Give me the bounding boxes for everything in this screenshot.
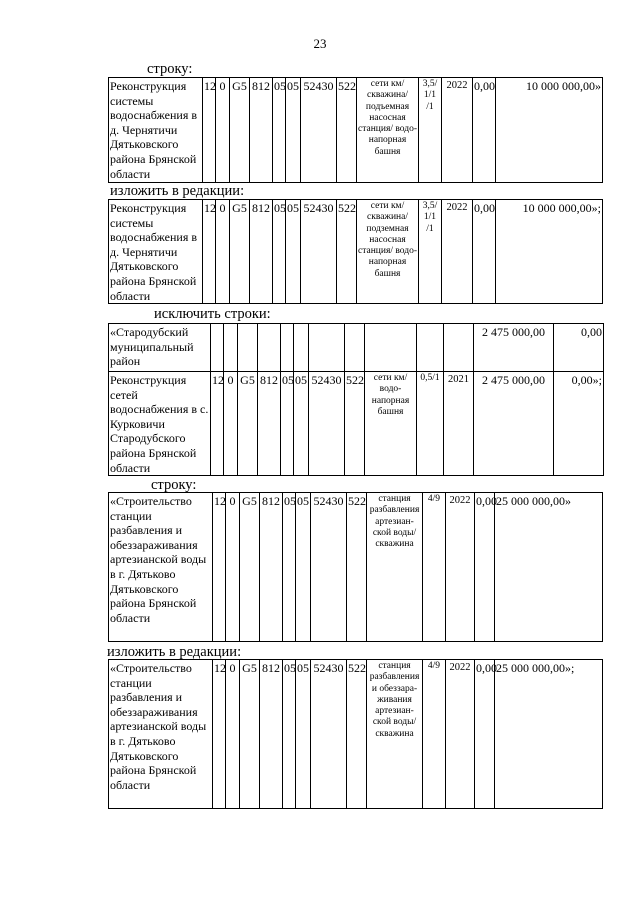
cell-empty [294,324,309,372]
table-row [109,324,604,372]
cell-amount: 0,00 [475,660,495,809]
cell-code: 522 [347,660,367,809]
cell-empty [258,324,281,372]
table-new-row-2 [108,659,603,809]
cell-code: 522 [345,372,365,476]
cell-code: 52430 [311,660,347,809]
cell-code: 0 [226,660,240,809]
cell-quantity: 3,5/ 1/1 /1 [419,78,442,183]
table-new-row-1 [108,199,603,304]
cell-amount: 10 000 000,00»; [496,200,603,304]
cell-code: 812 [260,493,283,642]
cell-amount: 25 000 000,00» [495,493,603,642]
cell-code: 522 [347,493,367,642]
cell-code: 12 [213,660,226,809]
heading-exclude-rows: исключить строки: [154,306,271,322]
cell-code: 05 [286,200,301,304]
cell-object: сети км/ скважина/ подъемная насосная станция/ водо-напорная башня [357,78,419,183]
cell-name: Реконструкция сетей водоснабжения в с. Курковичи Стародубского района Брянской области [109,372,211,476]
cell-code: 12 [203,200,216,304]
cell-amount: 0,00 [475,493,495,642]
cell-name: «Строительство станции разбавления и обеззараживания артезианской воды в г. Дятьково Дятьковского района Брянской области [109,493,213,642]
page-number: 23 [313,36,327,51]
cell-amount: 2 475 000,00 [474,324,554,372]
cell-code: 12 [213,493,226,642]
cell-code: 05 [294,372,309,476]
table-row [109,78,603,183]
cell-code: 522 [337,78,357,183]
cell-code: 52430 [311,493,347,642]
cell-empty [281,324,294,372]
heading-replace-row: строку: [147,61,193,77]
cell-amount: 25 000 000,00»; [495,660,603,809]
cell-empty [309,324,345,372]
cell-code: 52430 [301,200,337,304]
cell-quantity: 4/9 [423,493,446,642]
cell-empty [238,324,258,372]
cell-code: 05 [283,493,296,642]
cell-amount: 10 000 000,00» [496,78,603,183]
cell-amount: 0,00 [554,324,604,372]
heading-new-version: изложить в редакции: [110,183,245,199]
heading-replace-row-2: строку: [151,477,197,493]
cell-name: Реконструкция системы водоснабжения в д. Чернятичи Дятьковского района Брянской области [109,200,203,304]
table-excluded-rows [108,323,604,476]
cell-code: 05 [296,493,311,642]
cell-object: станция разбавления и обеззара-живания артезиан-ской воды/ скважина [367,660,423,809]
cell-code: 0 [216,78,230,183]
cell-code: 05 [273,200,286,304]
cell-code: 52430 [309,372,345,476]
cell-empty [417,324,444,372]
cell-empty [345,324,365,372]
cell-year: 2022 [446,493,475,642]
cell-empty [211,324,224,372]
cell-name: «Строительство станции разбавления и обеззараживания артезианской воды в г. Дятьково Дятьковского района Брянской области [109,660,213,809]
cell-amount: 0,00»; [554,372,604,476]
cell-empty [224,324,238,372]
cell-name: Реконструкция системы водоснабжения в д. Чернятичи Дятьковского района Брянской области [109,78,203,183]
cell-code: 05 [273,78,286,183]
cell-code: 0 [216,200,230,304]
cell-amount: 0,00 [473,200,496,304]
cell-empty [365,324,417,372]
cell-code: 0 [226,493,240,642]
cell-empty [444,324,474,372]
heading-new-version-2: изложить в редакции: [107,644,242,660]
cell-code: G5 [238,372,258,476]
cell-code: 522 [337,200,357,304]
cell-year: 2022 [442,78,473,183]
cell-code: 12 [203,78,216,183]
table-row [109,200,603,304]
cell-code: G5 [230,200,250,304]
cell-quantity: 4/9 [423,660,446,809]
cell-object: станция разбавления артезиан-ской воды/ скважина [367,493,423,642]
cell-code: 812 [250,200,273,304]
cell-code: 0 [224,372,238,476]
cell-code: 05 [296,660,311,809]
table-row [109,372,604,476]
cell-year: 2022 [442,200,473,304]
cell-amount: 0,00 [473,78,496,183]
cell-code: 812 [258,372,281,476]
cell-code: 812 [260,660,283,809]
table-original-row-1 [108,77,603,183]
cell-object: сети км/ водо-напорная башня [365,372,417,476]
cell-code: 05 [283,660,296,809]
cell-code: G5 [240,660,260,809]
table-row [109,493,603,642]
cell-name: «Стародубский муниципальный район [109,324,211,372]
cell-quantity: 3,5/ 1/1 /1 [419,200,442,304]
cell-code: 52430 [301,78,337,183]
cell-code: 05 [286,78,301,183]
cell-code: 05 [281,372,294,476]
cell-code: 12 [211,372,224,476]
cell-amount: 2 475 000,00 [474,372,554,476]
cell-code: 812 [250,78,273,183]
cell-quantity: 0,5/1 [417,372,444,476]
cell-object: сети км/ скважина/ подземная насосная станция/ водо-напорная башня [357,200,419,304]
cell-year: 2022 [446,660,475,809]
cell-year: 2021 [444,372,474,476]
cell-code: G5 [230,78,250,183]
table-original-row-2 [108,492,603,642]
cell-code: G5 [240,493,260,642]
table-row [109,660,603,809]
